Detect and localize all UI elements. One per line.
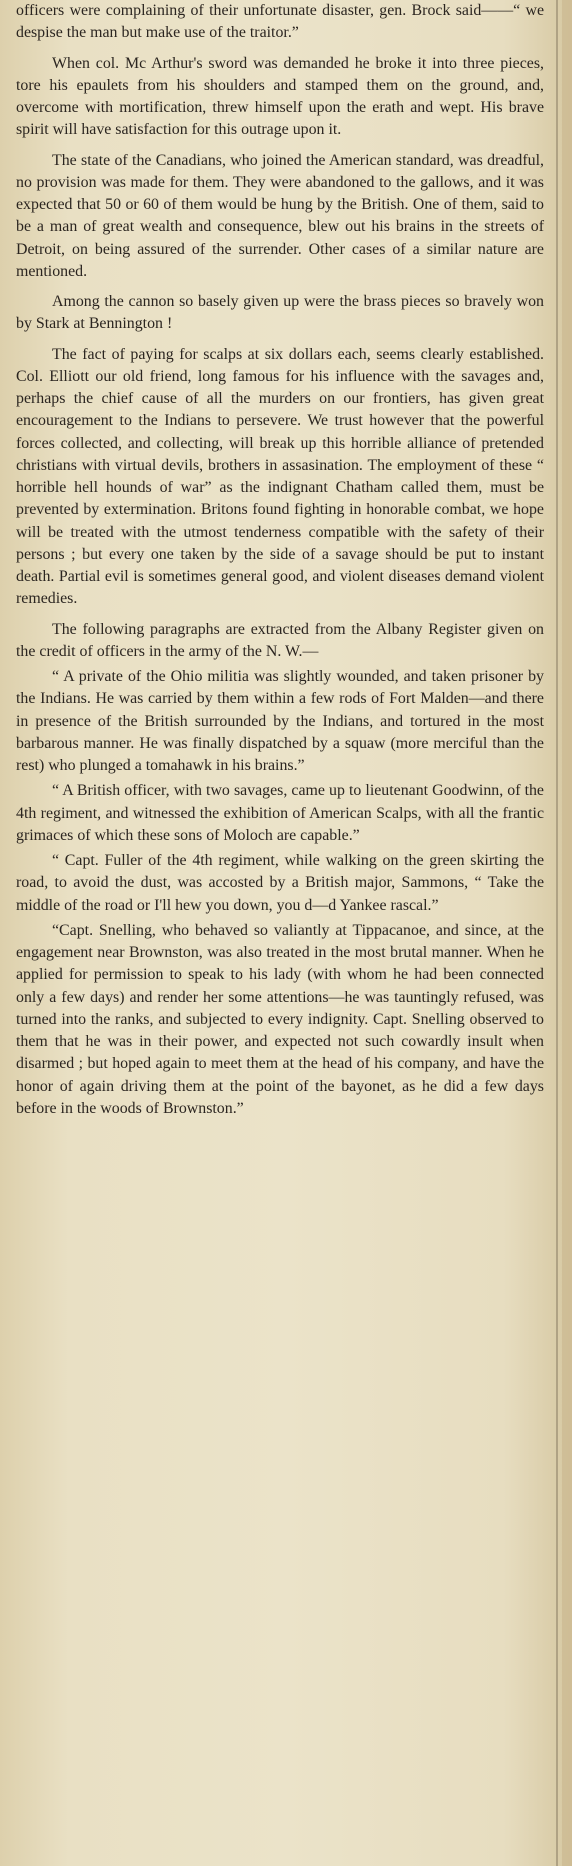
paragraph-cannon: Among the cannon so basely given up were the brass pieces so bravely won by Stark at Bennington ! bbox=[16, 293, 544, 333]
paragraph-brock: officers were complaining of their unfortunate disaster, gen. Brock said——“ we despise the man but make use of the traitor.” bbox=[16, 2, 544, 42]
paragraph-mcarthur-sword: When col. Mc Arthur's sword was demanded he broke it into three pieces, tore his epaulets from his shoulders and stamped them on the ground, and, overcome with mortification, threw himself upon the erath and wept. His brave spirit will have satisfaction for this outrage upon it. bbox=[16, 54, 544, 139]
quote-ohio-militia: “ A private of the Ohio militia was slightly wounded, and taken prisoner by the Indians. He was carried by them within a few rods of Fort Malden—and there in presence of the British surrounded by the Indians, and tortured in the most barbarous manner. He was finally dispatched by a squaw (more merciful than the rest) who plunged a tomahawk in his brains.” bbox=[16, 668, 544, 774]
newspaper-column bbox=[16, 0, 544, 1120]
quote-capt-snelling: “Capt. Snelling, who behaved so valiantly at Tippacanoe, and since, at the engagement near Brownston, was also treated in the most brutal manner. When he applied for permission to speak to his lady (with whom he had been connected only a few days) and render her some attentions—he was tauntingly refused, was turned into the ranks, and subjected to every indignity. Capt. Snelling observed to them that he was in their power, and expected not such cowardly insult when disarmed ; but hoped again to meet them at the head of his company, and have the honor of again driving them at the point of the bayonet, as he did a few days before in the woods of Brownston.” bbox=[16, 921, 544, 1117]
paragraph-canadians: The state of the Canadians, who joined the American standard, was dreadful, no provision was made for them. They were abandoned to the gallows, and it was expected that 50 or 60 of them would be hung by the British. One of them, said to be a man of great wealth and consequence, blew out his brains in the streets of Detroit, on being assured of the surrender. Other cases of a similar nature are mentioned. bbox=[16, 151, 544, 280]
paragraph-scalps: The fact of paying for scalps at six dollars each, seems clearly established. Col. Elliott our old friend, long famous for his influence with the savages and, perhaps the chief cause of all the murders on our frontiers, has given great encouragement to the Indians to persevere. We trust however that the powerful forces collected, and collecting, will break up this horrible alliance of pretended christians with virtual devils, brothers in assasination. The employment of these “ horrible hell hounds of war” as the indignant Chatham called them, must be prevented by extermination. Britons found fighting in honorable combat, we hope will be treated with the utmost tenderness compatible with the safety of their persons ; but every one taken by the side of a savage should be put to instant death. Partial evil is sometimes general good, and violent diseases demand violent remedies. bbox=[16, 345, 544, 608]
paragraph-albany-register: The following paragraphs are extracted from the Albany Register given on the credit of officers in the army of the N. W.— bbox=[16, 620, 544, 660]
page-edge bbox=[562, 0, 572, 1866]
column-rule bbox=[556, 0, 558, 1866]
quote-capt-fuller: “ Capt. Fuller of the 4th regiment, while walking on the green skirting the road, to avoid the dust, was accosted by a British major, Sammons, “ Take the middle of the road or I'll hew you down, you d—d Yankee rascal.” bbox=[16, 852, 544, 914]
quote-british-officer: “ A British officer, with two savages, came up to lieutenant Goodwinn, of the 4th regiment, and witnessed the exhibition of American Scalps, with all the frantic grimaces of which these sons of Moloch are capable.” bbox=[16, 782, 544, 844]
